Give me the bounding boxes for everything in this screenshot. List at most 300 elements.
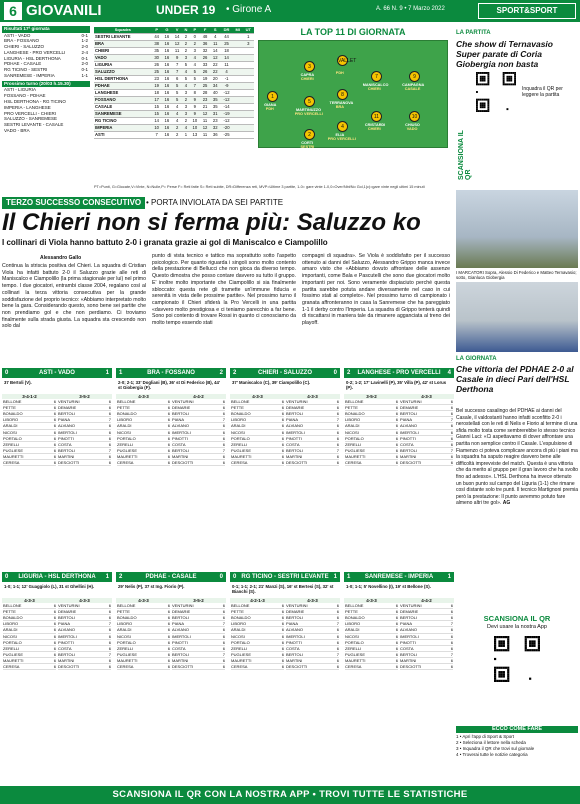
player-grade: 6 <box>222 627 225 633</box>
standings-cell: 48 <box>200 34 210 41</box>
player-name: CERESA <box>3 460 20 466</box>
player-name: PUGLIESE <box>345 447 366 453</box>
player-name: MARTINI <box>286 453 303 459</box>
standings-cell: 17 <box>152 97 162 104</box>
footer-banner: SCANSIONA IL QR CON LA NOSTRA APP • TROVI TUTTE LE STATISTICHE <box>0 786 580 804</box>
giornata-title: Che vittoria del PDHAE 2-0 al Casale in dieci Pari dell'HSL Derthona <box>456 364 574 394</box>
player-name: COSTA <box>58 441 72 447</box>
standings-cell: 12 <box>200 125 210 132</box>
result-score: 0-1 <box>81 55 88 61</box>
player-grade: 6 <box>108 633 111 639</box>
next-match: PRO VERCELLI - CHIERI <box>4 110 57 116</box>
next-match: HSL DERTHONA - RG TICINO <box>4 98 66 104</box>
player-grade: 7 <box>450 621 453 627</box>
player-name: BELLONE <box>345 399 364 405</box>
standings-cell <box>233 41 243 48</box>
standings-cell: 4 <box>172 111 182 118</box>
player-grade: 6 <box>167 447 170 453</box>
player-grade: 6 <box>108 423 111 429</box>
player-name: CERESA <box>117 460 134 466</box>
standings-cell: 7 <box>172 69 182 76</box>
results-panel <box>2 26 90 186</box>
standings-cell: 2 <box>190 41 200 48</box>
standings-cell <box>233 104 243 111</box>
player-grade: 6 <box>167 645 170 651</box>
standings-row <box>94 111 254 118</box>
standings-cell: 3 <box>190 48 200 55</box>
player-name: CAPRA <box>300 73 315 77</box>
standings-cell <box>233 83 243 90</box>
ecco-steps <box>456 734 578 758</box>
player-grade: 6 <box>395 645 398 651</box>
player-grade: 6 <box>336 460 339 466</box>
match-teams: LANGHESE - PRO VERCELLI <box>357 370 441 376</box>
player-grade: 6 <box>53 645 56 651</box>
player-grade: 6 <box>336 441 339 447</box>
player-grade: 6 <box>222 435 225 441</box>
match-header <box>2 572 112 582</box>
lineups <box>344 603 454 670</box>
player-grade: 6 <box>222 657 225 663</box>
ecco-step: 4 • Troverai tutte le notizie categoria <box>456 752 528 757</box>
home-goals: 1 <box>119 370 123 376</box>
player-name: ZERELLI <box>117 441 134 447</box>
player-name: COSTA <box>286 441 300 447</box>
player-name: NICOSI <box>117 429 131 435</box>
player-grade: 6 <box>53 627 56 633</box>
player-name: BONALDO <box>117 615 137 621</box>
standings-header: Squadra <box>94 27 152 34</box>
player-grade: 6 <box>336 399 339 405</box>
standings-cell: 2 <box>182 97 190 104</box>
player-name: LIBORO <box>345 417 361 423</box>
standings-cell: 32 <box>200 48 210 55</box>
standings-cell: -9 <box>220 83 232 90</box>
player-name: MAURETTI <box>117 657 138 663</box>
player-name: BELLONE <box>231 399 250 405</box>
article-author: Alessandro Gallo <box>40 255 82 261</box>
qr-code-icon[interactable] <box>476 72 516 112</box>
standings-cell <box>243 97 254 104</box>
standings-cell <box>243 55 254 62</box>
player-grade: 6 <box>222 603 225 609</box>
lineup-player <box>345 664 398 670</box>
match-header <box>230 572 340 582</box>
player-grade: 6 <box>53 453 56 459</box>
standings-cell: 44 <box>152 34 162 41</box>
standings-cell: 4 <box>172 104 182 111</box>
player-name: ZERELLI <box>117 645 134 651</box>
standings-cell: 16 <box>162 69 172 76</box>
player-name: ALVIANO <box>172 423 190 429</box>
player-grade: 7 <box>450 417 453 423</box>
player-grade: 6 <box>53 609 56 615</box>
standings-cell: 22 <box>210 69 220 76</box>
player-grade: 6 <box>222 460 225 466</box>
standings-row <box>94 90 254 97</box>
standings-cell: -19 <box>220 111 232 118</box>
standings-cell: 7 <box>152 132 162 139</box>
player-name: BONALDO <box>3 615 23 621</box>
home-formation: 4-2-1-3 <box>230 598 285 603</box>
player-grade: 6 <box>395 429 398 435</box>
next-match: VADO - BRA <box>4 127 30 133</box>
standings-cell: 9 <box>190 104 200 111</box>
match-teams: LIGURIA - HSL DERTHONA <box>18 574 96 580</box>
giornata-sign: AG <box>502 500 511 507</box>
player-name: ARALDI <box>345 627 360 633</box>
player-name: PORTALO <box>231 639 250 645</box>
player-name: BONALDO <box>231 411 251 417</box>
away-lineup <box>399 399 454 466</box>
player-marker: 10 <box>409 111 420 122</box>
standings-cell: FOSSANO <box>94 97 152 104</box>
scorers-photo-caption: I MARCATORI Sopra, Alessio Di Federico e Matteo Ternavasio; sotto, Gianluca Giobergia <box>456 270 577 281</box>
result-teams: LIGURIA - HSL DERTHONA <box>4 55 61 61</box>
player-grade: 6 <box>53 411 56 417</box>
player-name: NICOSI <box>345 429 359 435</box>
standings-header: F <box>200 27 210 34</box>
player-name: IMERTOLI <box>286 633 305 639</box>
player-grade: 6 <box>336 633 339 639</box>
standings-cell: 5 <box>182 76 190 83</box>
player-grade: 6 <box>53 423 56 429</box>
player-grade: 6 <box>281 399 284 405</box>
standings-cell: 35 <box>152 48 162 55</box>
away-lineup <box>171 399 226 466</box>
standings-cell: -12 <box>220 97 232 104</box>
standings-cell: 31 <box>210 111 220 118</box>
player-grade: 6 <box>53 639 56 645</box>
home-formation: 4-3-3 <box>344 598 399 603</box>
home-goals: 0 <box>5 370 9 376</box>
match-header <box>2 368 112 378</box>
standings-cell: 16 <box>162 125 172 132</box>
player-grade: 6 <box>450 633 453 639</box>
player-name: PIANA <box>58 417 71 423</box>
player-name: ALVIANO <box>286 423 304 429</box>
player-grade: 6 <box>395 609 398 615</box>
standings-row <box>94 125 254 132</box>
player-marker: 8 <box>337 89 348 100</box>
player-grade: 6 <box>167 633 170 639</box>
standings-cell: 34 <box>210 83 220 90</box>
player-grade: 6 <box>450 411 453 417</box>
player-grade: 6 <box>167 460 170 466</box>
player-grade: 6 <box>108 615 111 621</box>
player-grade: 6 <box>53 460 56 466</box>
player-name: CERESA <box>231 664 248 670</box>
away-goals: 1 <box>333 574 337 580</box>
player-name: MAURETTI <box>345 657 366 663</box>
player-name: IMERTOLI <box>400 429 419 435</box>
qr-code-icon[interactable] <box>494 636 540 682</box>
player-grade: 6 <box>167 441 170 447</box>
player-grade: 6 <box>281 417 284 423</box>
player-name: MAURETTI <box>3 657 24 663</box>
away-formation: 4-3-3 <box>57 598 112 603</box>
player-name: ZERELLI <box>3 645 20 651</box>
player-name: BERTOLI <box>172 651 189 657</box>
standings-cell: 10 <box>190 118 200 125</box>
home-goals: 2 <box>347 370 351 376</box>
player-name: DESCIOTTI <box>58 664 80 670</box>
away-goals: 1 <box>105 574 109 580</box>
player-grade: 6 <box>222 441 225 447</box>
player-name: MARTINI <box>172 657 189 663</box>
player-name: BERTOLI <box>58 615 75 621</box>
player-grade: 6 <box>281 429 284 435</box>
player-name: MAURETTI <box>231 453 252 459</box>
player-grade: 7 <box>336 417 339 423</box>
lineup-player <box>3 664 56 670</box>
player-name: ARALDI <box>3 627 18 633</box>
player-name: BERTOLI <box>286 447 303 453</box>
player-name: CORTI <box>301 141 314 145</box>
away-lineup <box>285 603 340 670</box>
match-box <box>230 368 340 556</box>
standings-cell: 11 <box>220 62 232 69</box>
standings-table <box>94 27 254 182</box>
standings-cell <box>233 132 243 139</box>
standings-cell: 16 <box>162 48 172 55</box>
player-name: BONALDO <box>3 411 23 417</box>
player-grade: 6 <box>108 405 111 411</box>
player-grade: 6 <box>281 609 284 615</box>
player-name: BELLONE <box>3 603 22 609</box>
standings-cell: -1 <box>220 76 232 83</box>
player-grade: 6 <box>108 645 111 651</box>
next-match: ASTI - LIGURIA <box>4 87 37 93</box>
standings-cell: 4 <box>190 55 200 62</box>
standings-cell: 25 <box>200 83 210 90</box>
standings-cell: 1 <box>182 132 190 139</box>
home-formation: 3-4-1-2 <box>2 394 57 399</box>
result-score: 0-1 <box>81 32 88 38</box>
player-grade: 6 <box>222 639 225 645</box>
standings-cell: 22 <box>210 62 220 69</box>
standings-legend: PT=Punti, G=Giocate,V=Vinte, N=Nulle,P= Perse F= Reti fatte S= Reti subite, DR=Differenza reti, MVP=Ultime 3 partite, 1-0= gare vinte 1-0,0=Over/Nbt/No Gol,1(c)=gare vinte negli ultimi 15 minuti <box>94 185 425 189</box>
player-team: CHIERI <box>300 77 314 81</box>
next-round-list <box>2 87 90 133</box>
standings-cell: 32 <box>210 125 220 132</box>
player-name: PUGLIESE <box>117 651 138 657</box>
player-name: LIBORO <box>3 621 19 627</box>
home-goals: 2 <box>119 574 123 580</box>
standings-cell <box>243 125 254 132</box>
standings-cell: 16 <box>162 76 172 83</box>
player-grade: 6 <box>395 621 398 627</box>
away-lineup <box>57 603 112 670</box>
next-match: SESTRI LEVANTE - CASALE <box>4 122 64 128</box>
player-grade: 6 <box>167 603 170 609</box>
player-team: PDH <box>335 71 344 75</box>
player-name: BELLONE <box>231 603 250 609</box>
player-grade: 6 <box>167 627 170 633</box>
standings-row <box>94 34 254 41</box>
player-name: PINOTTI <box>400 639 416 645</box>
player-grade: 6 <box>53 657 56 663</box>
player-name: COSTA <box>400 645 414 651</box>
player-name: PUGLIESE <box>231 447 252 453</box>
lineups <box>2 399 112 466</box>
player-team: CASALE <box>404 87 421 91</box>
standings-cell: 25 <box>220 41 232 48</box>
player-name: GIANA <box>264 103 277 107</box>
player-name: BERTOLI <box>286 651 303 657</box>
standings-row <box>94 41 254 48</box>
player-grade: 6 <box>108 435 111 441</box>
match-box <box>344 368 454 556</box>
player-grade: 6 <box>108 429 111 435</box>
player-grade: 7 <box>336 621 339 627</box>
player-name: PETTE <box>117 609 130 615</box>
standings-cell: 7 <box>172 62 182 69</box>
standings-cell: 38 <box>152 41 162 48</box>
article-subtitle: I collinari di Viola hanno battuto 2-0 i granata grazie ai gol di Maniscalco e Ciampolillo <box>2 238 328 247</box>
standings-cell: 36 <box>210 132 220 139</box>
player-grade: 6 <box>53 651 56 657</box>
standings-cell: 4 <box>190 62 200 69</box>
player-name: BELLONE <box>117 603 136 609</box>
home-lineup <box>116 399 171 466</box>
player-name: PORTALO <box>3 639 22 645</box>
standings-cell: LIGURIA <box>94 62 152 69</box>
result-score: 1-2 <box>81 38 88 44</box>
player-grade: 6 <box>53 603 56 609</box>
lineup-player <box>345 460 398 466</box>
lineup-player <box>231 664 284 670</box>
player-grade: 6 <box>53 441 56 447</box>
home-lineup <box>344 603 399 670</box>
standings-cell: 11 <box>210 41 220 48</box>
lineups <box>344 399 454 466</box>
standings-cell: 11 <box>200 118 210 125</box>
home-goals: 2 <box>233 370 237 376</box>
player-marker: 4 <box>337 121 348 132</box>
standings-cell: 4 <box>220 69 232 76</box>
player-grade: 6 <box>281 423 284 429</box>
player-grade: 6 <box>395 615 398 621</box>
player-name: DEMARIE <box>400 609 419 615</box>
player-name: BONALDO <box>231 615 251 621</box>
standings-cell: RG TICINO <box>94 118 152 125</box>
match-scorers: 1-0; 1-1; 12' Guaggiolo (L), 31 st Ghellini (H). <box>4 584 95 589</box>
standings-cell: 9 <box>190 111 200 118</box>
player-name: ALVIANO <box>58 423 76 429</box>
player-photo <box>456 282 578 352</box>
player-name: MARTINI <box>58 657 75 663</box>
standings-cell: 20 <box>210 76 220 83</box>
player-grade: 6 <box>167 417 170 423</box>
player-name: DESCIOTTI <box>172 460 194 466</box>
player-grade: 7 <box>222 621 225 627</box>
player-grade: 6 <box>281 645 284 651</box>
player-name: PIANA <box>172 621 185 627</box>
player-name: PETTE <box>3 405 16 411</box>
player-grade: 6 <box>336 639 339 645</box>
match-teams: PDHAE - CASALE <box>145 574 197 580</box>
player-name: COSTA <box>400 441 414 447</box>
standings-cell: 0 <box>190 34 200 41</box>
player-name: VENTURINI <box>286 603 308 609</box>
player-name: BERTOLI <box>58 411 75 417</box>
home-lineup <box>344 399 399 466</box>
player-grade: 6 <box>336 645 339 651</box>
player-grade: 7 <box>222 417 225 423</box>
player-grade: 6 <box>281 657 284 663</box>
match-teams: BRA - FOSSANO <box>147 370 195 376</box>
player-name: MARTINI <box>400 657 417 663</box>
player-name: CHIUSO <box>405 123 420 127</box>
standings-cell: 9 <box>172 55 182 62</box>
player-grade: 6 <box>281 453 284 459</box>
match-header <box>116 572 226 582</box>
player-grade: 6 <box>450 639 453 645</box>
next-match: FOSSANO - PDHAE <box>4 93 46 99</box>
lineups <box>116 399 226 466</box>
standings-cell: 16 <box>162 55 172 62</box>
player-grade: 6 <box>108 399 111 405</box>
player-grade: 6 <box>395 435 398 441</box>
player-team: PDH <box>265 107 274 111</box>
standings-cell: 16 <box>162 118 172 125</box>
lineup-player <box>286 460 339 466</box>
partita-label: LA PARTITA <box>456 30 491 36</box>
player-name: COSTA <box>286 645 300 651</box>
player-team: BRA <box>335 105 344 109</box>
player-grade: 6 <box>395 423 398 429</box>
standings-header: G <box>162 27 172 34</box>
player-grade: 6 <box>167 429 170 435</box>
player-name: ZERELLI <box>345 645 362 651</box>
lineups <box>230 399 340 466</box>
lineup-player <box>286 664 339 670</box>
away-formation: 4-4-2 <box>171 394 226 399</box>
standings-header: UT <box>243 27 254 34</box>
standings-cell: 16 <box>162 34 172 41</box>
player-grade: 6 <box>281 639 284 645</box>
player-name: ARALDI <box>345 423 360 429</box>
standings-cell <box>233 34 243 41</box>
player-name: PIANA <box>172 417 185 423</box>
ecco-step: 3 • Inquadra il QR che trovi sul giornale <box>456 746 535 751</box>
player-name: DEMARIE <box>58 405 77 411</box>
player-grade: 6 <box>53 615 56 621</box>
player-grade: 6 <box>336 411 339 417</box>
match-scorers: 0-2; 1-2; 17' Lavinelli (P), 35' Villa (P), 42' st Lorus (P). <box>346 380 447 391</box>
standings-cell: 16 <box>162 62 172 69</box>
standings-row <box>94 55 254 62</box>
standings-cell: 5 <box>190 69 200 76</box>
player-name: MAURETTI <box>3 453 24 459</box>
standings-cell: 10 <box>190 125 200 132</box>
standings-cell: 5 <box>172 97 182 104</box>
player-name: IMERTOLI <box>58 429 77 435</box>
player-grade: 6 <box>450 453 453 459</box>
player-name: BELLONE <box>345 603 364 609</box>
player-grade: 6 <box>281 411 284 417</box>
standings-cell <box>233 55 243 62</box>
standings-cell: 33 <box>200 62 210 69</box>
player-grade: 6 <box>108 609 111 615</box>
top11-pitch <box>258 40 448 148</box>
standings-cell: IMPERIA <box>94 125 152 132</box>
standings-cell: 16 <box>162 104 172 111</box>
player-grade: 6 <box>336 609 339 615</box>
player-grade: 6 <box>167 651 170 657</box>
away-lineup <box>285 399 340 466</box>
